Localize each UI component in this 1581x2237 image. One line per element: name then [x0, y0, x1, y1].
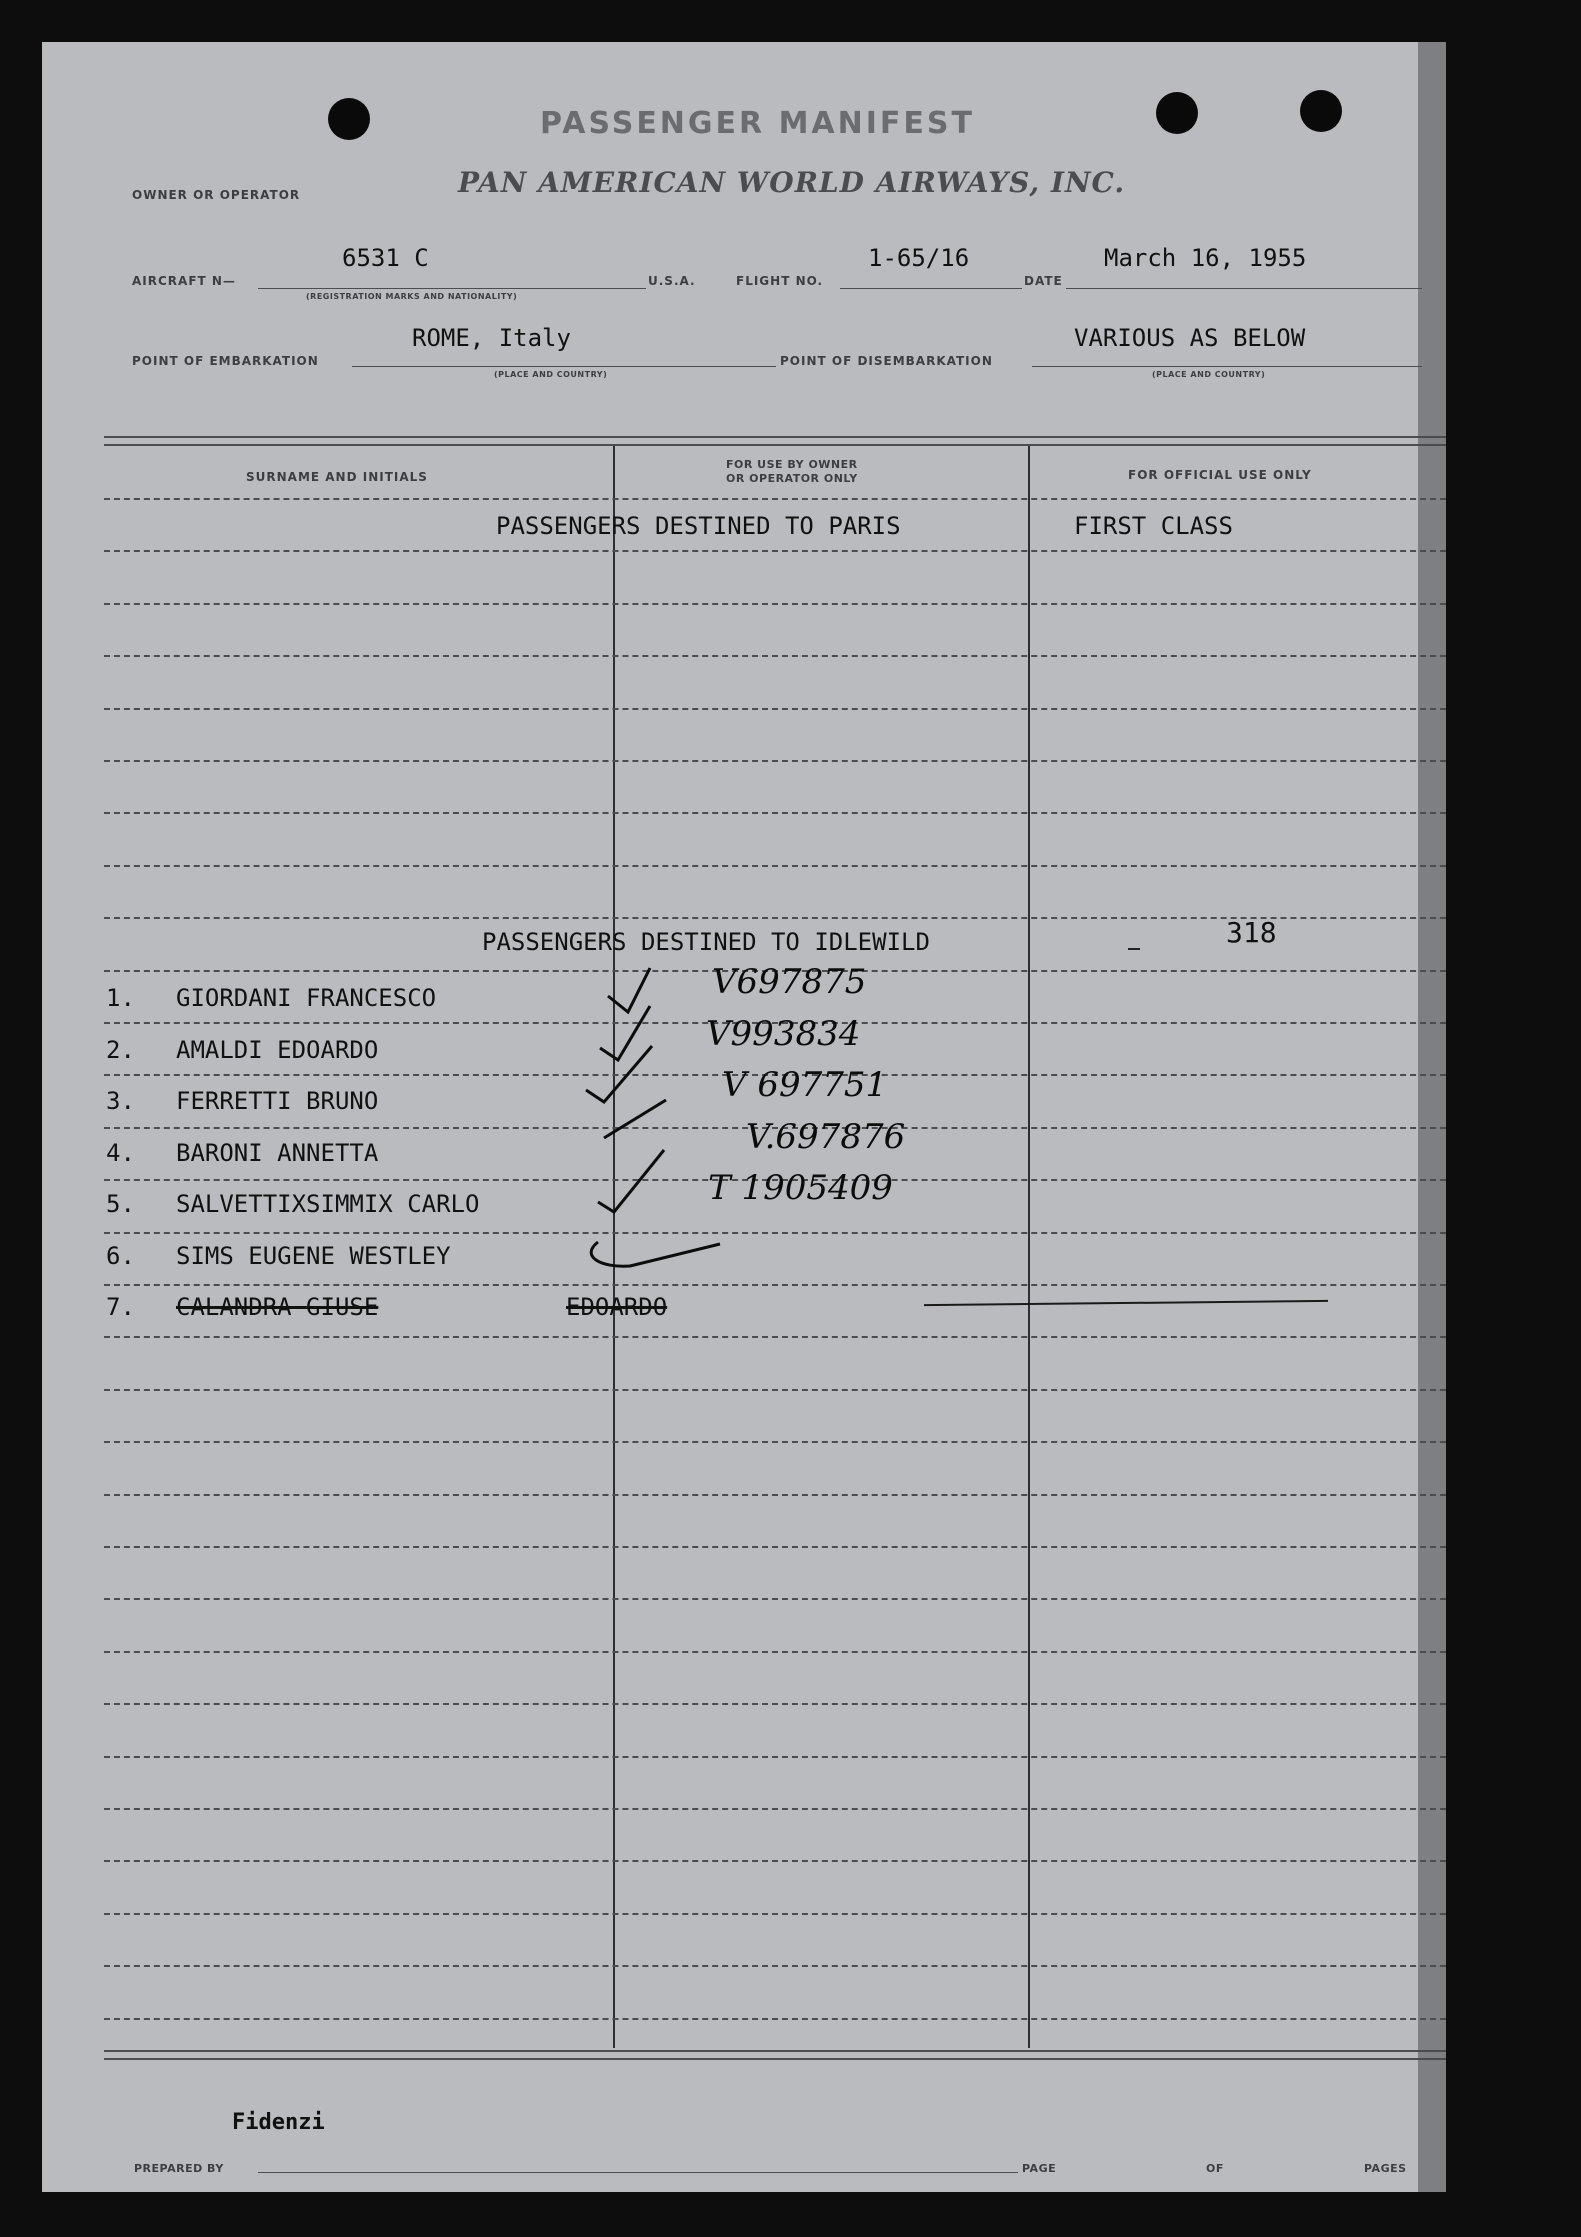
check-mark-icon [598, 1150, 664, 1212]
table-rule-line [104, 1441, 1446, 1443]
passenger-document-number: V.697876 [746, 1117, 906, 1157]
column-header-official: FOR OFFICIAL USE ONLY [1128, 468, 1312, 482]
table-rule-line [104, 812, 1446, 814]
table-rule-line [104, 1336, 1446, 1338]
disembarkation-label: POINT OF DISEMBARKATION [780, 354, 993, 368]
table-rule-line [104, 498, 1446, 500]
passenger-name: CALANDRA GIUSE [176, 1293, 379, 1321]
aircraft-underline [258, 288, 646, 289]
pages-label: PAGES [1364, 2162, 1407, 2175]
table-rule-line [104, 708, 1446, 710]
prepared-by-label: PREPARED BY [134, 2162, 224, 2175]
disembarkation-underline [1032, 366, 1422, 367]
aircraft-sublabel: (REGISTRATION MARKS AND NATIONALITY) [306, 292, 518, 301]
passenger-name: SIMS EUGENE WESTLEY [176, 1242, 451, 1270]
table-rule-line [104, 603, 1446, 605]
owner-value: PAN AMERICAN WORLD AIRWAYS, INC. [458, 166, 1126, 199]
usa-label: U.S.A. [648, 274, 696, 288]
sheet-edge-shadow [1418, 42, 1446, 2192]
page-title: PASSENGER MANIFEST [540, 106, 975, 141]
owner-label: OWNER OR OPERATOR [132, 188, 301, 202]
passenger-struck-value: EDOARDO [566, 1293, 668, 1321]
of-label: OF [1206, 2162, 1224, 2175]
table-top-rule-1 [104, 436, 1446, 438]
flight-label: FLIGHT NO. [736, 274, 824, 288]
punch-hole-left [328, 98, 370, 140]
aircraft-value: 6531 C [342, 244, 429, 272]
table-rule-line [104, 655, 1446, 657]
table-top-rule-2 [104, 444, 1446, 446]
passenger-name: FERRETTI BRUNO [176, 1087, 379, 1115]
table-rule-line [104, 550, 1446, 552]
check-mark-icon [600, 1006, 650, 1060]
table-rule-line [104, 1651, 1446, 1653]
check-mark-icon [586, 1046, 652, 1102]
passenger-number: 1. [106, 984, 135, 1012]
table-rule-line [104, 760, 1446, 762]
passenger-number: 3. [106, 1087, 135, 1115]
table-rule-line [104, 2018, 1446, 2020]
column-header-owner-2: OR OPERATOR ONLY [726, 472, 858, 485]
table-rule-line [104, 1546, 1446, 1548]
punch-hole-right-2 [1300, 90, 1342, 132]
table-rule-line [104, 1756, 1446, 1758]
date-underline [1066, 288, 1422, 289]
passenger-number: 4. [106, 1139, 135, 1167]
check-mark-icon [591, 1242, 720, 1266]
disembarkation-value: VARIOUS AS BELOW [1074, 324, 1306, 352]
passenger-name: SALVETTIXSIMMIX CARLO [176, 1190, 480, 1218]
table-rule-line [104, 1232, 1446, 1234]
embarkation-underline [352, 366, 776, 367]
table-rule-line [104, 1808, 1446, 1810]
table-rule-line [104, 1598, 1446, 1600]
check-marks [560, 960, 760, 1270]
table-rule-line [104, 1965, 1446, 1967]
page-label: PAGE [1022, 2162, 1057, 2175]
section-class-paris: FIRST CLASS [1074, 512, 1233, 540]
date-label: DATE [1024, 274, 1063, 288]
passenger-name: AMALDI EDOARDO [176, 1036, 379, 1064]
table-rule-line [104, 1284, 1446, 1286]
disembarkation-sublabel: (PLACE AND COUNTRY) [1152, 370, 1266, 379]
passenger-document-number: V 697751 [722, 1065, 888, 1105]
passenger-name: BARONI ANNETTA [176, 1139, 379, 1167]
embarkation-sublabel: (PLACE AND COUNTRY) [494, 370, 608, 379]
official-number: 318 [1226, 916, 1277, 949]
flight-value: 1-65/16 [868, 244, 970, 272]
flight-underline [840, 288, 1022, 289]
passenger-number: 7. [106, 1293, 135, 1321]
official-dash [1128, 948, 1140, 950]
section-heading-idlewild: PASSENGERS DESTINED TO IDLEWILD [482, 928, 930, 956]
prepared-by-value: Fidenzi [232, 2110, 325, 2135]
table-rule-line [104, 1494, 1446, 1496]
table-rule-line [104, 1913, 1446, 1915]
passenger-number: 6. [106, 1242, 135, 1270]
column-header-surname: SURNAME AND INITIALS [246, 470, 428, 484]
column-header-owner-1: FOR USE BY OWNER [726, 458, 858, 471]
prepared-by-underline [258, 2172, 1018, 2173]
passenger-number: 5. [106, 1190, 135, 1218]
embarkation-label: POINT OF EMBARKATION [132, 354, 319, 368]
passenger-name: GIORDANI FRANCESCO [176, 984, 437, 1012]
punch-hole-right-1 [1156, 92, 1198, 134]
table-rule-line [104, 1389, 1446, 1391]
check-mark-icon [608, 968, 650, 1012]
footer-rule-2 [104, 2058, 1446, 2060]
table-rule-line [104, 865, 1446, 867]
passenger-document-number: V697875 [712, 962, 867, 1002]
date-value: March 16, 1955 [1104, 244, 1307, 272]
embarkation-value: ROME, Italy [412, 324, 571, 352]
table-rule-line [104, 1703, 1446, 1705]
footer-rule-1 [104, 2050, 1446, 2052]
passenger-document-number: T 1905409 [708, 1168, 893, 1208]
section-heading-paris: PASSENGERS DESTINED TO PARIS [496, 512, 901, 540]
check-mark-icon [604, 1100, 666, 1138]
aircraft-label: AIRCRAFT N— [132, 274, 236, 288]
passenger-document-number: V993834 [706, 1014, 861, 1054]
passenger-number: 2. [106, 1036, 135, 1064]
table-rule-line [104, 1860, 1446, 1862]
